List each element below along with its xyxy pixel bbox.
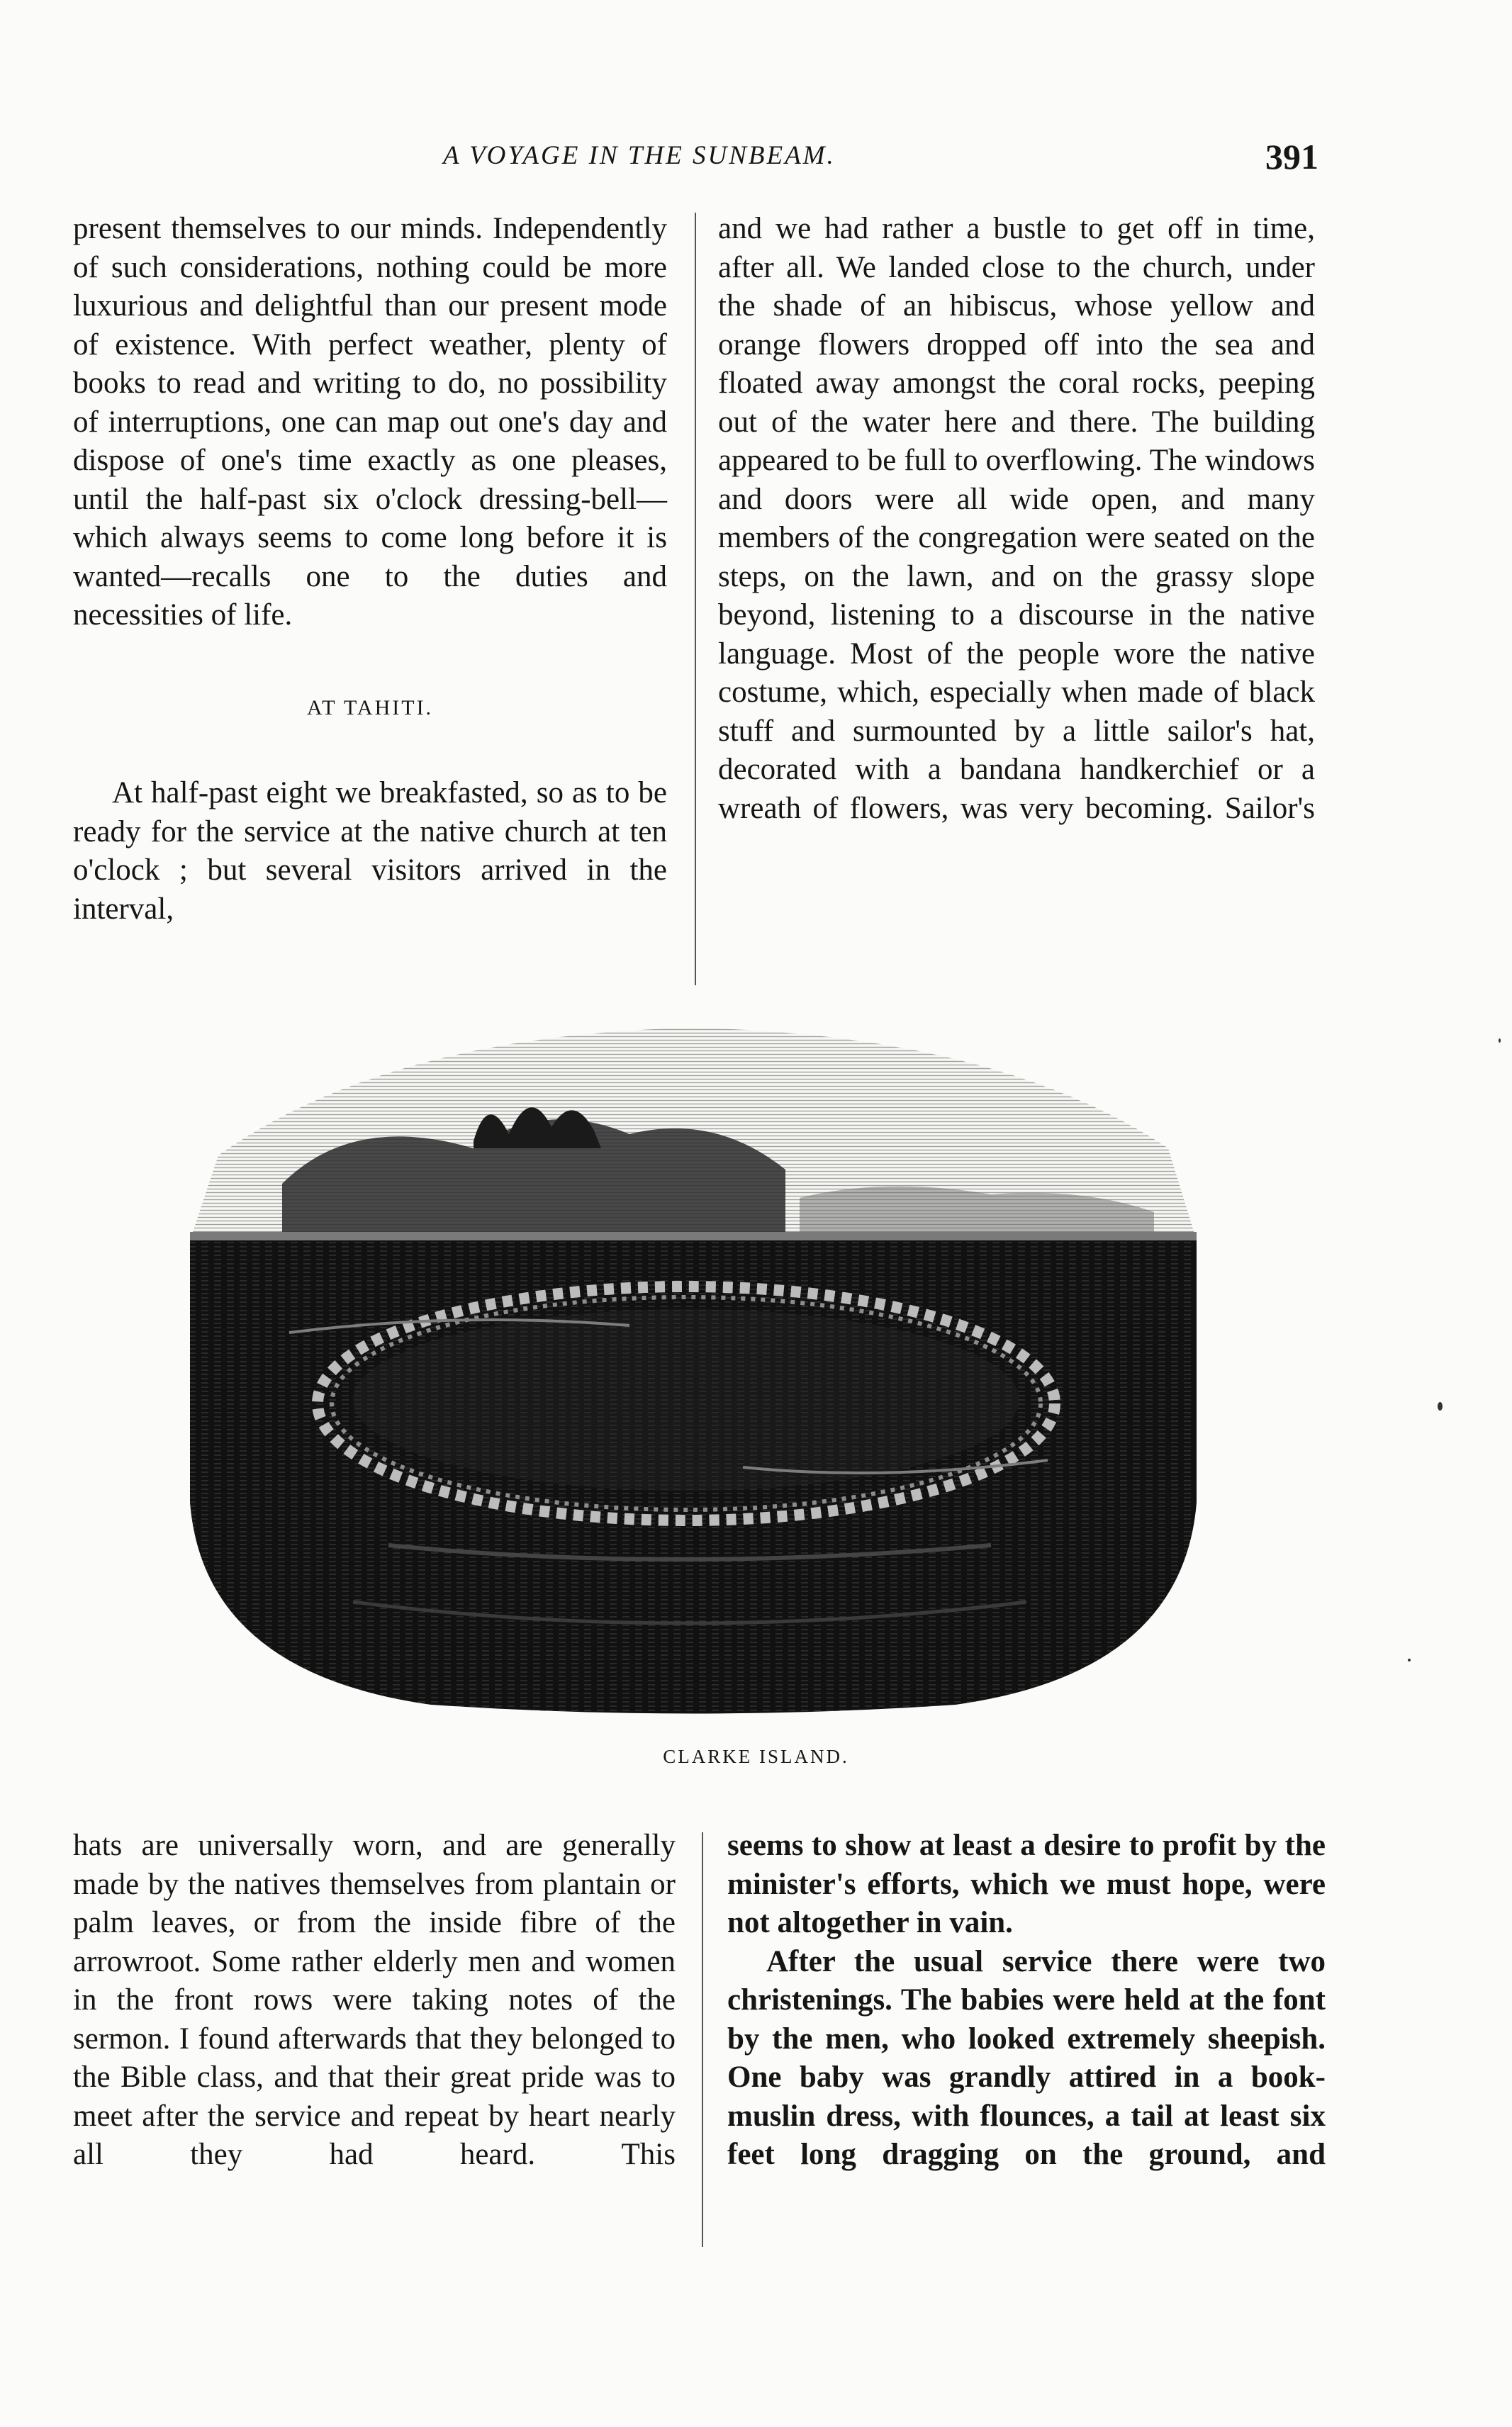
ink-speck <box>1499 1038 1501 1043</box>
ink-speck <box>1408 1659 1411 1661</box>
paragraph: and we had rather a bustle to get off in time, after all. We landed close to the church, under the shade of an hibiscus, whose yellow and orange flowers dropped off into the sea and floated away amongst the coral rocks, peeping out of the water here and there. The building appeared to be full to overflowing. The windows and doors were all wide open, and many members of the congregation were seated on the steps, on the lawn, and on the grassy slope beyond, listening to a discourse in the native language. Most of the people wore the native costume, which, especially when made of black stuff and surmounted by a little sailor's hat, decorated with a bandana handkerchief or a wreath of flowers, was very becoming. Sailor's <box>718 212 1315 825</box>
right-column-top <box>718 210 1315 828</box>
section-heading: AT TAHITI. <box>306 695 434 719</box>
left-column-bottom <box>73 1827 676 2175</box>
engraving-illustration <box>176 1007 1211 1730</box>
running-header <box>71 136 1318 179</box>
paragraph: seems to show at least a desire to profit by the minister's efforts, which we must hope, were not altogether in vain. <box>727 1829 1326 1939</box>
left-column-top <box>73 210 667 929</box>
island-engraving <box>176 1007 1211 1730</box>
column-divider <box>695 213 696 985</box>
column-divider <box>702 1832 703 2247</box>
ink-speck <box>1438 1402 1443 1411</box>
paragraph: present themselves to our minds. Independently of such considerations, nothing could be more luxurious and delightful than our present mode of existence. With perfect weather, plenty of books to read and writing to do, no possibility of interruptions, one can map out one's day and dispose of one's time exactly as one pleases, until the half-past six o'clock dressing-bell—which always seems to come long before it is wanted—recalls one to the duties and necessities of life. <box>73 212 667 632</box>
paragraph: hats are universally worn, and are generally made by the natives themselves from plantain or palm leaves, or from the inside fibre of the arrowroot. Some rather elderly men and women in the front rows were taking notes of the sermon. I found afterwards that they belonged to the Bible class, and that their great pride was to meet after the service and repeat by heart nearly all they had heard. This <box>73 1829 676 2171</box>
paragraph: At half-past eight we breakfasted, so as to be ready for the service at the native church at ten o'clock ; but several visitors arrived in the interval, <box>73 776 667 926</box>
right-column-bottom <box>727 1827 1326 2175</box>
paragraph: After the usual service there were two christenings. The babies were held at the font by the men, who looked extremely sheepish. One baby was grandly attired in a book-muslin dress, with flounces, a tail at least six feet long dragging on the ground, and <box>727 1944 1326 2171</box>
figure-caption: CLARKE ISLAND. <box>663 1746 849 1767</box>
page-number: 391 <box>1265 137 1318 176</box>
running-title: A VOYAGE IN THE SUNBEAM. <box>443 141 836 170</box>
